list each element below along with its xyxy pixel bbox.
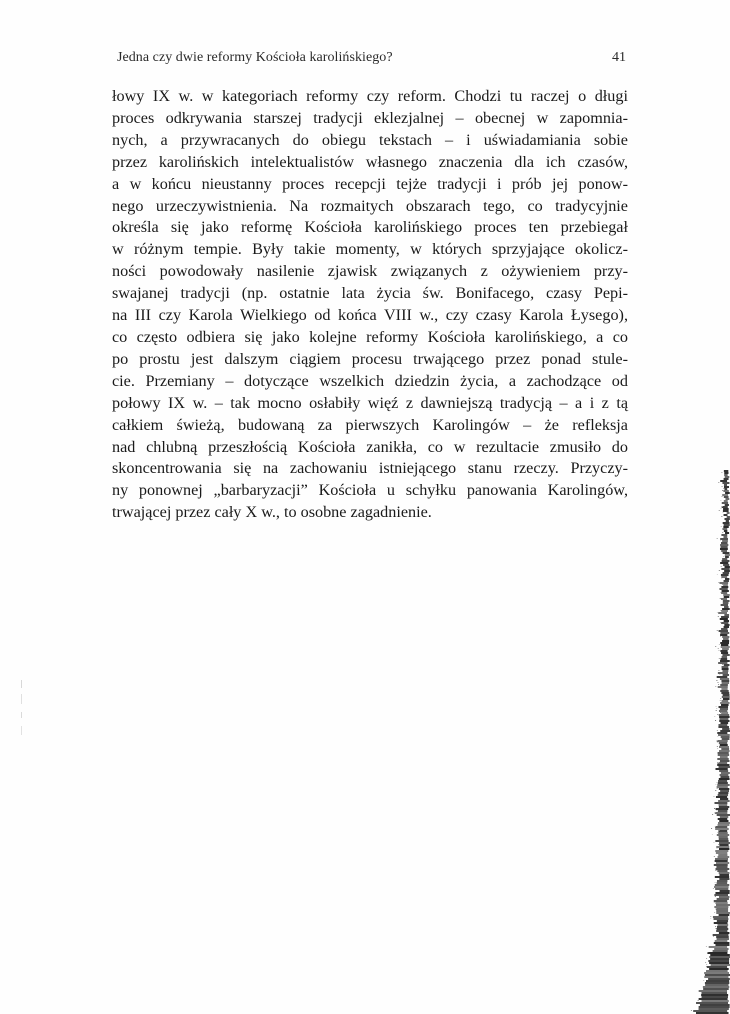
- text-line: a w końcu nieustanny proces recepcji tejże tradycji i prób jej ponow-: [112, 174, 628, 193]
- text-line: ności powodowały nasilenie zjawisk związanych z ożywieniem przy-: [112, 262, 628, 281]
- text-line: w różnym tempie. Były takie momenty, w których sprzyjające okolicz-: [112, 240, 628, 259]
- text-line: na III czy Karola Wielkiego od końca VIII w., czy czasy Karola Łysego),: [112, 306, 628, 325]
- body-paragraph: [112, 86, 628, 524]
- text-line: łowy IX w. w kategoriach reformy czy reform. Chodzi tu raczej o długi: [112, 87, 628, 105]
- text-line: określa się jako reformę Kościoła karolińskiego proces ten przebiegał: [112, 218, 628, 237]
- scanned-book-edge: [688, 470, 730, 1014]
- text-line: ny ponownej „barbaryzacji” Kościoła u schyłku panowania Karolingów,: [112, 481, 628, 500]
- text-line: przez karolińskich intelektualistów własnego znaczenia dla ich czasów,: [112, 152, 628, 171]
- text-line: co często odbiera się jako kolejne reformy Kościoła karolińskiego, a co: [112, 327, 628, 346]
- text-line: po prostu jest dalszym ciągiem procesu trwającego przez ponad stule-: [112, 349, 628, 368]
- text-line: połowy IX w. – tak mocno osłabiły więź z dawniejszą tradycją – a i z tą: [112, 393, 628, 412]
- text-line: proces odkrywania starszej tradycji eklezjalnej – obecnej w zapomnia-: [112, 108, 628, 127]
- text-line: cie. Przemiany – dotyczące wszelkich dziedzin życia, a zachodzące od: [112, 371, 628, 390]
- text-line: nego urzeczywistnienia. Na rozmaitych obszarach tego, co tradycyjnie: [112, 196, 628, 215]
- text-line: trwającej przez cały X w., to osobne zagadnienie.: [112, 503, 432, 522]
- text-line: skoncentrowania się na zachowaniu istniejącego stanu rzeczy. Przyczy-: [112, 459, 628, 478]
- text-line: nych, a przywracanych do obiegu tekstach – i uświadamiania sobie: [112, 130, 628, 149]
- text-line: całkiem świeżą, budowaną za pierwszych Karolingów – że refleksja: [112, 415, 628, 434]
- page-number: 41: [612, 50, 626, 65]
- text-line: nad chlubną przeszłością Kościoła zanikła, co w rezultacie zmusiło do: [112, 437, 628, 456]
- text-line: swajanej tradycji (np. ostatnie lata życia św. Bonifacego, czasy Pepi-: [112, 284, 628, 303]
- scan-gutter-specks: [20, 680, 24, 740]
- running-head-title: Jedna czy dwie reformy Kościoła karolińskiego?: [117, 50, 393, 65]
